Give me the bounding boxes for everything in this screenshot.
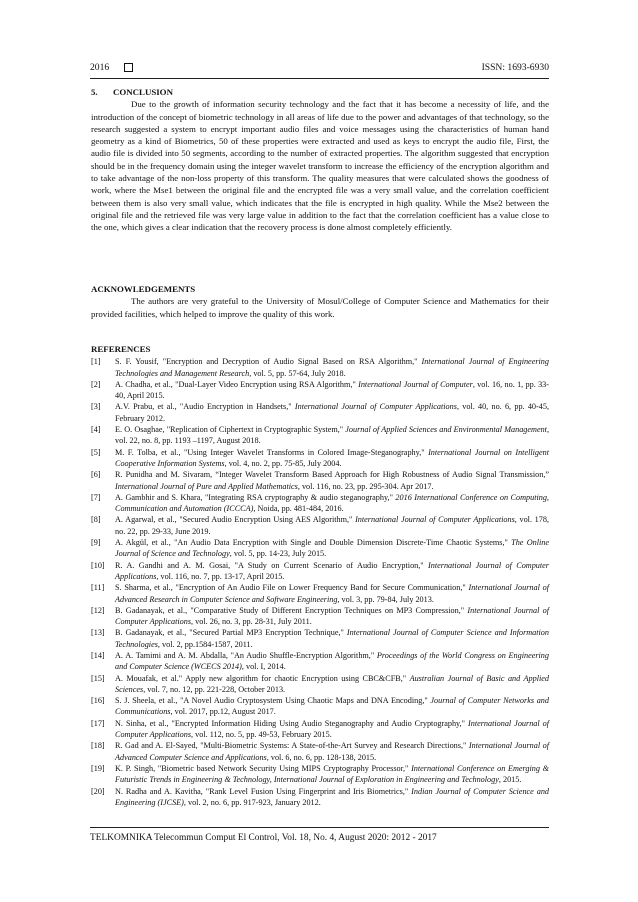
reference-item: [91, 492, 549, 515]
reference-venue: Proceedings of the World Congress on Engineering and Computer Science (WCECS 2014): [115, 651, 549, 672]
reference-item: [91, 650, 549, 673]
reference-details: , vol. 22, no. 8, pp. 1193 –1197, August 2018.: [115, 425, 549, 446]
acknowledgements-heading: ACKNOWLEDGEMENTS: [91, 284, 196, 294]
reference-item: [91, 424, 549, 447]
acknowledgements-section: [91, 283, 549, 320]
reference-authors-title: A. Agarwal, et al., "Secured Audio Encryption Using AES Algorithm,": [115, 515, 356, 525]
reference-authors-title: N. Radha and A. Kavitha, "Rank Level Fusion Using Fingerprint and Iris Biometrics,": [115, 786, 412, 796]
reference-number: [17]: [91, 718, 105, 728]
references-section: [91, 343, 549, 808]
reference-details: , vol. 116, no. 23, pp. 295-304. Apr 2017.: [297, 481, 434, 491]
reference-details: vol. 2, pp.1584-1587, 2011.: [159, 639, 253, 649]
reference-details: , vol. 26, no. 3, pp. 28-31, July 2011.: [191, 617, 312, 627]
reference-authors-title: B. Gadanayak, et al., "Secured Partial MP3 Encryption Technique,": [115, 628, 347, 638]
reference-details: , vol. 116, no. 7, pp. 13-17, April 2015.: [156, 571, 285, 581]
reference-venue: International Journal of Advanced Computer Science and Applications: [115, 741, 549, 762]
reference-item: [91, 379, 549, 402]
reference-item: [91, 763, 549, 786]
reference-number: [3]: [91, 402, 101, 412]
reference-authors-title: B. Gadanayak, et al., "Comparative Study of Different Encryption Techniques on MP3 Compression,": [115, 605, 468, 615]
reference-number: [5]: [91, 447, 101, 457]
reference-authors-title: K. P. Singh, "Biometric based Network Security Using MIPS Cryptography Processor,": [115, 763, 412, 773]
section-number: 5.: [91, 87, 98, 97]
references-list: [91, 356, 549, 808]
reference-item: [91, 447, 549, 470]
reference-details: , vol. I, 2014.: [241, 662, 286, 672]
reference-authors-title: N. Sinha, et al., "Encrypted Information Hiding Using Audio Steganography and Audio Cryptography,": [115, 718, 468, 728]
reference-details: , vol. 3, pp. 79-84, July 2013.: [337, 594, 434, 604]
reference-number: [6]: [91, 470, 101, 480]
reference-venue: Journal of Computer Networks and Communications: [115, 696, 549, 717]
reference-venue: Australian Journal of Basic and Applied Sciences: [115, 673, 550, 694]
reference-authors-title: R. Punidha and M. Sivaram, “Integer Wavelet Transform Based Approach for High Robustness of Audio Signal Transmission,”: [115, 470, 549, 480]
reference-number: [15]: [91, 673, 105, 683]
reference-details: , vol. 5, pp. 57-64, July 2018.: [249, 368, 346, 378]
conclusion-paragraph: Due to the growth of information security technology and the fact that it has become a necessity of life, and the introduction of the concept of biometric technology in all areas of life due to the power and advantages of that technology, so the research suggested a system to encrypt important audio files and voice messages using the characteristics of human hand geometry as a kind of Biometrics, 50 of these properties were extracted and used as keys to encrypt the audio file, First, the audio file is divided into 50 segments, according to the number of extracted properties. The algorithm suggested that encryption should be in the frequency domain using the integer wavelet transform to increase the efficiency of the encryption algorithm and to take advantage of the non-loss property of this transform. The quality measures that were calculated shows the goodness of work, where the Mse1 between the original file and the encrypted file was a very small value, and the correlation coefficient between them is also very small value, which indicates that the file is encrypted in high quality. While the Mse2 between the original file and the retrieved file was very large value in addition to the fact that the correlation coefficient has a value close to the one, which gives a clear indication that the recovery process is done almost completely efficiently.: [91, 99, 549, 233]
reference-number: [13]: [91, 628, 105, 638]
reference-venue: Indian Journal of Computer Science and Engineering (IJCSE),: [115, 786, 550, 807]
reference-number: [10]: [91, 560, 105, 570]
checkbox-square-icon: [124, 63, 133, 72]
reference-venue: International Journal of Computer Science and Information Technologies,: [115, 628, 549, 649]
reference-number: [9]: [91, 538, 101, 548]
reference-item: [91, 514, 549, 537]
reference-details: , vol. 40, no. 6, pp. 40-45, February 2012.: [115, 402, 549, 423]
reference-authors-title: A. Chadha, et al., "Dual-Layer Video Encryption using RSA Algorithm,": [115, 379, 359, 389]
reference-venue: International Journal of Pure and Applied Mathematics: [115, 481, 298, 491]
header-year: 2016: [90, 62, 110, 73]
reference-authors-title: R. A. Gandhi and A. M. Gosai, "A Study on Current Scenario of Audio Encryption,": [115, 560, 429, 570]
reference-venue: International Journal of Computer Applications: [115, 560, 549, 581]
reference-item: [91, 718, 549, 741]
reference-venue: 2016 International Conference on Computing, Communication and Automation (ICCCA): [115, 492, 549, 514]
reference-item: [91, 560, 549, 583]
reference-number: [20]: [91, 786, 105, 796]
reference-item: [91, 537, 549, 560]
reference-number: [19]: [91, 763, 105, 773]
reference-authors-title: M. F. Tolba, et al., "Using Integer Wavelet Transforms in Colored Image-Steganography,": [115, 447, 429, 457]
reference-number: [8]: [91, 515, 101, 525]
reference-number: [16]: [91, 696, 105, 706]
reference-item: [91, 582, 549, 605]
reference-number: [7]: [91, 492, 101, 502]
reference-details: , vol. 178, no. 22, pp. 29-33, June 2019.: [115, 515, 549, 536]
header-issn: ISSN: 1693-6930: [481, 62, 549, 73]
reference-item: [91, 469, 549, 492]
reference-details: , vol. 16, no. 1, pp. 33-40, April 2015.: [115, 379, 549, 401]
section-title: CONCLUSION: [113, 87, 173, 97]
reference-number: [1]: [91, 357, 101, 367]
reference-venue: International Journal of Computer Applications: [355, 515, 515, 525]
reference-item: [91, 786, 549, 809]
reference-details: , vol. 4, no. 2, pp. 75-85, July 2004.: [224, 458, 342, 468]
reference-details: , vol. 6, no. 6, pp. 128-138, 2015.: [266, 752, 377, 762]
reference-details: , vol. 7, no. 12, pp. 221-228, October 2013.: [143, 684, 286, 694]
reference-number: [4]: [91, 425, 101, 435]
reference-item: [91, 401, 549, 424]
reference-venue: International Journal of Computer Applications: [294, 402, 457, 412]
reference-venue: International Journal of Computer Applications,: [115, 718, 550, 740]
reference-number: [14]: [91, 651, 105, 660]
reference-authors-title: A. Akgül, et al., "An Audio Data Encryption with Single and Double Dimension Discrete-Time Chaotic Systems,": [115, 538, 512, 548]
reference-item: [91, 605, 549, 628]
reference-number: [12]: [91, 605, 105, 615]
reference-authors-title: S. Sharma, et al., "Encryption of An Audio File on Lower Frequency Band for Secure Communication,": [115, 583, 469, 593]
reference-venue: International Journal of Computer: [358, 379, 473, 389]
reference-details: , vol. 5, pp. 14-23, July 2015.: [229, 549, 327, 559]
reference-venue: International Journal of Computer Applications: [115, 605, 550, 627]
reference-authors-title: E. O. Osaghae, "Replication of Ciphertext in Cryptographic System,": [115, 425, 346, 435]
reference-authors-title: R. Gad and A. El-Sayed, "Multi-Biometric Systems: A State-of-the-Art Survey and Research Directions,": [115, 741, 469, 751]
reference-venue: International Journal of Engineering Technologies and Management Research: [115, 357, 549, 378]
conclusion-section: [91, 86, 549, 233]
acknowledgements-paragraph: The authors are very grateful to the University of Mosul/College of Computer Science and Mathematics for their provided facilities, which helped to improve the quality of this work.: [91, 296, 549, 319]
reference-item: [91, 356, 549, 379]
reference-venue: International Journal of Advanced Research in Computer Science and Software Engineering: [115, 583, 549, 604]
reference-number: [18]: [91, 741, 105, 751]
reference-authors-title: A. Gambhir and S. Khara, "Integrating RSA cryptography & audio steganography,": [115, 492, 396, 502]
reference-details: , vol. 2017, pp.12, August 2017.: [170, 707, 276, 717]
reference-item: [91, 627, 549, 650]
reference-authors-title: S. F. Yousif, "Encryption and Decryption of Audio Signal Based on RSA Algorithm,": [115, 357, 422, 367]
reference-venue: Journal of Applied Sciences and Environmental Management: [345, 425, 547, 435]
reference-details: vol. 2, no. 6, pp. 917-923, January 2012.: [185, 797, 321, 807]
reference-venue: International Journal on Intelligent Cooperative Information Systems: [115, 447, 549, 468]
reference-item: [91, 740, 549, 763]
references-heading: REFERENCES: [91, 344, 151, 354]
reference-authors-title: S. J. Sheela, et al., "A Novel Audio Cryptosystem Using Chaotic Maps and DNA Encoding,": [115, 696, 431, 706]
reference-venue: International Conference on Emerging & Futuristic Trends in Engineering & Technology, International Journal of Exploration in Engineering and Technology: [115, 763, 550, 785]
reference-number: [11]: [91, 583, 105, 593]
reference-item: [91, 695, 549, 718]
running-footer: TELKOMNIKA Telecommun Comput El Control, Vol. 18, No. 4, August 2020: 2012 - 2017: [90, 827, 549, 843]
reference-authors-title: A.V. Prabu, et al., "Audio Encryption in Handsets,": [115, 402, 295, 412]
reference-details: , 2015.: [498, 775, 522, 785]
reference-authors-title: A. Mouafak, et al." Apply new algorithm for chaotic Encryption using CBC&CFB,": [115, 673, 410, 683]
reference-details: vol. 112, no. 5, pp. 49-53, February 2015.: [193, 730, 332, 740]
conclusion-heading: [91, 86, 549, 98]
reference-authors-title: A. A. Tamimi and A. M. Abdalla, "An Audio Shuffle-Encryption Algorithm,": [115, 651, 377, 660]
reference-item: [91, 673, 549, 696]
reference-details: , Noida, pp. 481-484, 2016.: [253, 504, 344, 514]
reference-venue: The Online Journal of Science and Technology: [115, 538, 549, 559]
reference-number: [2]: [91, 379, 101, 389]
running-header: [90, 62, 549, 79]
